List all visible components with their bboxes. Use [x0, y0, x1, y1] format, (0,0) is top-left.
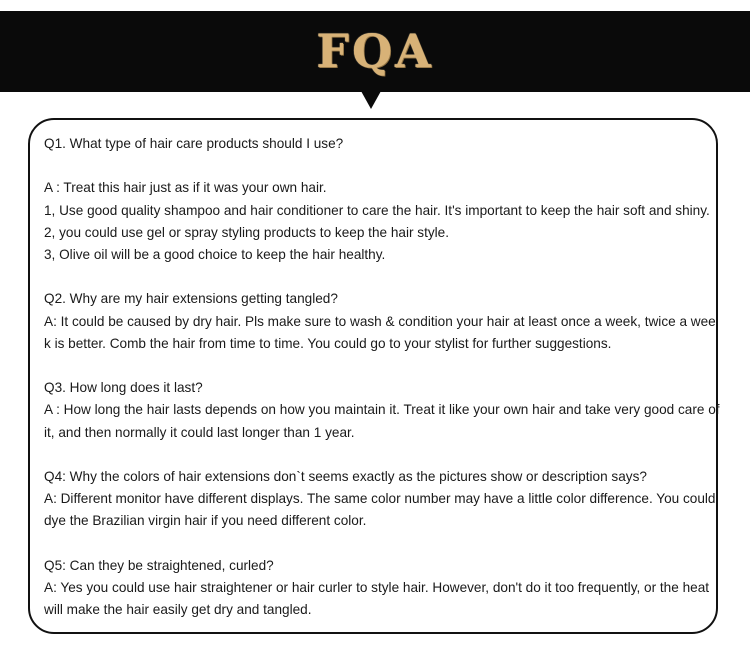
- faq-answer-line: A: Yes you could use hair straightener or hair curler to style hair. However, don't do it too frequently, or the heat: [44, 579, 710, 595]
- spacer: [44, 155, 714, 177]
- faq-item-q5: [44, 555, 714, 622]
- faq-answer-line: k is better. Comb the hair from time to time. You could go to your stylist for further suggestions.: [44, 335, 612, 351]
- faq-question: Q4: Why the colors of hair extensions don`t seems exactly as the pictures show or description says?: [44, 468, 647, 484]
- faq-item-q2: [44, 288, 714, 355]
- faq-answer-line: A: It could be caused by dry hair. Pls make sure to wash & condition your hair at least once a week, twice a wee: [44, 313, 716, 329]
- faq-question: Q5: Can they be straightened, curled?: [44, 557, 274, 573]
- faq-answer-line: 3, Olive oil will be a good choice to keep the hair healthy.: [44, 247, 386, 262]
- faq-answer-line: 1, Use good quality shampoo and hair conditioner to care the hair. It's important to keep the hair soft and shiny.: [44, 202, 710, 218]
- faq-answer-line: dye the Brazilian virgin hair if you need different color.: [44, 513, 367, 529]
- faq-question: Q2. Why are my hair extensions getting tangled?: [44, 291, 338, 307]
- faq-answer-line: A: Different monitor have different displays. The same color number may have a little color difference. You could: [44, 491, 716, 507]
- faq-answer-line: it, and then normally it could last longer than 1 year.: [44, 424, 355, 440]
- banner-pointer-arrow: [361, 91, 381, 109]
- faq-item-q1: [44, 133, 714, 266]
- faq-content: [44, 133, 720, 644]
- faq-item-q4: [44, 466, 714, 533]
- page-title: FQA: [316, 24, 434, 78]
- faq-answer-line: 2, you could use gel or spray styling products to keep the hair style.: [44, 224, 450, 240]
- faq-question: Q1. What type of hair care products should I use?: [44, 136, 344, 151]
- faq-item-q3: [44, 377, 720, 444]
- faq-answer-line: A : How long the hair lasts depends on how you maintain it. Treat it like your own hair and take very good care of: [44, 402, 720, 418]
- faq-question: Q3. How long does it last?: [44, 380, 203, 396]
- faq-answer-line: A : Treat this hair just as if it was your own hair.: [44, 180, 327, 196]
- faq-answer-line: will make the hair easily get dry and tangled.: [44, 602, 312, 618]
